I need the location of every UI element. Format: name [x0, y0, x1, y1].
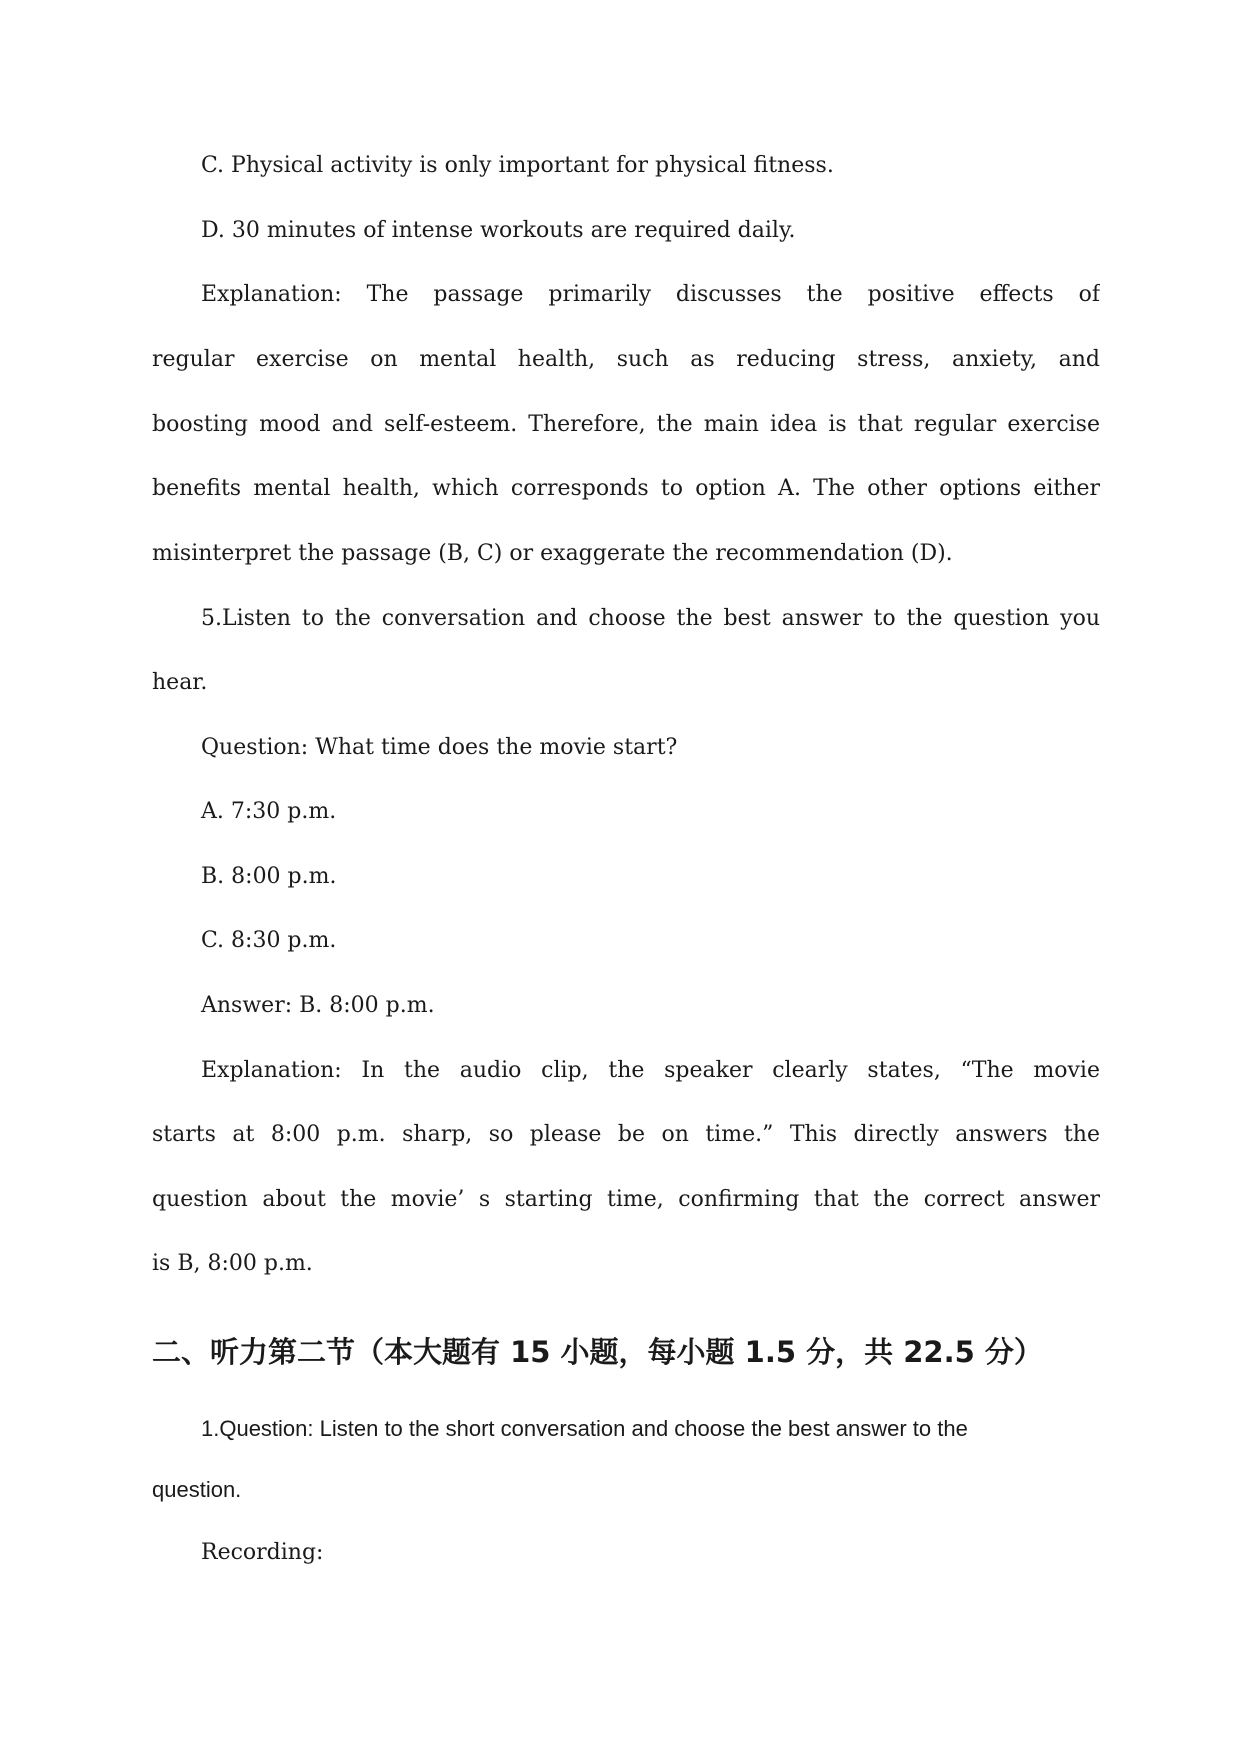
question1-prompt: 1.Question: Listen to the short conversation and choose the best answer to the	[201, 1416, 968, 1441]
question1-prompt: question.	[152, 1477, 242, 1502]
option-c: C. 8:30 p.m.	[201, 928, 337, 953]
section-heading: 二、听力第二节（本大题有 15 小题，每小题 1.5 分，共 22.5 分）	[152, 1335, 1043, 1369]
recording-label: Recording:	[201, 1540, 324, 1565]
option-c: C. Physical activity is only important for physical fitness.	[201, 153, 834, 178]
explanation-line: boosting mood and self-esteem. Therefore, the main idea is that regular exercise	[152, 412, 1100, 437]
option-b: B. 8:00 p.m.	[201, 864, 337, 889]
explanation-line: benefits mental health, which corresponds to option A. The other options either	[152, 476, 1100, 501]
explanation-line: misinterpret the passage (B, C) or exaggerate the recommendation (D).	[152, 541, 953, 566]
explanation-line: question about the movie’ s starting time, confirming that the correct answer	[152, 1187, 1100, 1212]
explanation-line: regular exercise on mental health, such as reducing stress, anxiety, and	[152, 347, 1100, 372]
question5-question: Question: What time does the movie start?	[201, 735, 678, 760]
question5-prompt: 5.Listen to the conversation and choose the best answer to the question you	[201, 606, 1100, 631]
question5-prompt: hear.	[152, 670, 208, 695]
explanation-line: starts at 8:00 p.m. sharp, so please be on time.” This directly answers the	[152, 1122, 1100, 1147]
answer: Answer: B. 8:00 p.m.	[201, 993, 435, 1018]
explanation-line: Explanation: In the audio clip, the speaker clearly states, “The movie	[201, 1058, 1100, 1083]
option-a: A. 7:30 p.m.	[201, 799, 337, 824]
explanation-line: Explanation: The passage primarily discusses the positive effects of	[201, 282, 1100, 307]
explanation-line: is B, 8:00 p.m.	[152, 1251, 313, 1276]
option-d: D. 30 minutes of intense workouts are required daily.	[201, 218, 796, 243]
